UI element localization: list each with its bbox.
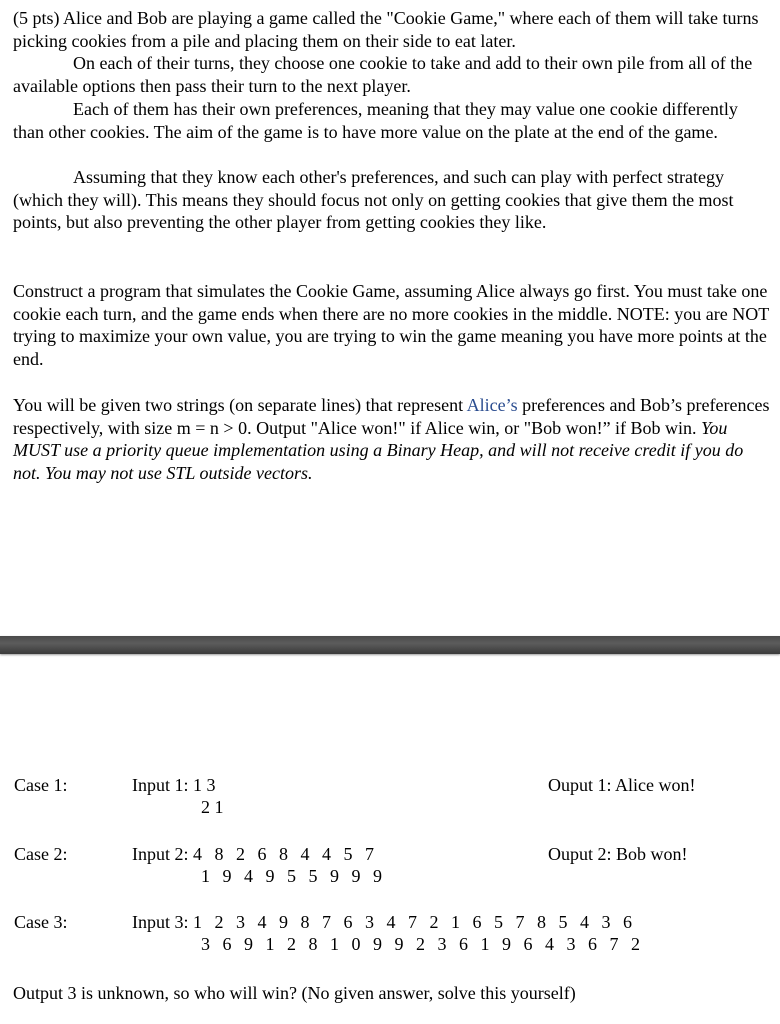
section-divider: [0, 636, 780, 654]
input-line-2: 1 9 4 9 5 5 9 9 9: [201, 866, 386, 886]
footer-note: Output 3 is unknown, so who will win? (No given answer, solve this yourself): [13, 983, 576, 1003]
intro-paragraph-3: Each of them has their own preferences, meaning that they may value one cookie differently than other cookies. The aim of the game is to have more value on the plate at the end of the game.: [13, 99, 738, 142]
case-label: Case 1:: [14, 775, 68, 795]
case-row-3: [0, 911, 780, 961]
alice-highlight: Alice’s: [466, 395, 518, 415]
case-row-2: [0, 843, 780, 893]
input-line-1: Input 2: 4 8 2 6 8 4 4 5 7: [132, 844, 378, 864]
case-row-1: [0, 774, 780, 824]
case-label: Case 3:: [14, 912, 68, 932]
case-output: Ouput 1: Alice won!: [548, 775, 696, 795]
case-output: Ouput 2: Bob won!: [548, 844, 688, 864]
task-paragraph: Construct a program that simulates the Cookie Game, assuming Alice always go first. You must take one cookie each turn, and the game ends when there are no more cookies in the middle. NOTE: you are NOT trying to maximize your own value, you are trying to win the game meaning you have more points at the end.: [13, 281, 769, 369]
spec-paragraph: You will be given two strings (on separate lines) that represent Alice’s preferences and Bob’s preferences respectively, with size m = n > 0. Output "Alice won!" if Alice win, or "Bob won!” if Bob win. You MUST use a priority queue implementation using a Binary Heap, and will not receive credit if you do not. You may not use STL outside vectors.: [13, 395, 770, 483]
input-line-1: Input 3: 1 2 3 4 9 8 7 6 3 4 7 2 1 6 5 7 8 5 4 3 6: [132, 912, 636, 932]
case-label: Case 2:: [14, 844, 68, 864]
requirement-note: You MUST use a priority queue implementation using a Binary Heap, and will not receive credit if you do not. You may not use STL outside vectors.: [13, 417, 744, 483]
input-line-1: Input 1: 1 3: [132, 775, 216, 795]
input-line-2: 2 1: [201, 797, 224, 817]
intro-paragraph-4: Assuming that they know each other's preferences, and such can play with perfect strategy (which they will). This means they should focus not only on getting cookies that give them the most points, but also preventing the other player from getting cookies they like.: [13, 167, 734, 233]
input-line-2: 3 6 9 1 2 8 1 0 9 9 2 3 6 1 9 6 4 3 6 7 2: [201, 934, 644, 954]
intro-paragraph-2: On each of their turns, they choose one cookie to take and add to their own pile from all of the available options then pass their turn to the next player.: [13, 53, 753, 96]
intro-paragraph-1: (5 pts) Alice and Bob are playing a game called the "Cookie Game," where each of them will take turns picking cookies from a pile and placing them on their side to eat later.: [13, 8, 759, 51]
